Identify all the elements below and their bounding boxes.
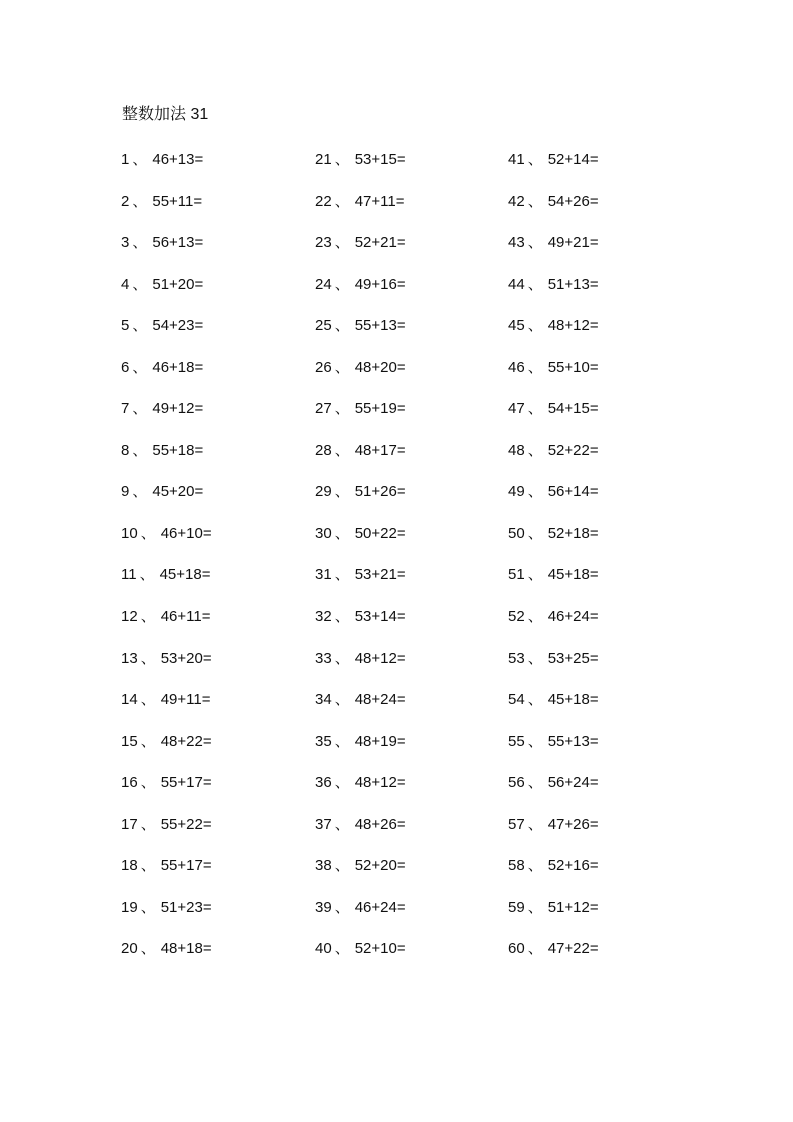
problem-separator: 、 — [132, 275, 148, 293]
problem-number: 49 — [508, 483, 525, 501]
problem-separator: 、 — [140, 608, 156, 626]
problem-number: 18 — [121, 857, 138, 875]
problem-item — [508, 440, 688, 482]
problem-number: 26 — [315, 358, 332, 376]
problem-number: 30 — [315, 524, 332, 542]
problem-number: 5 — [121, 317, 130, 335]
problem-column-3 — [508, 149, 688, 980]
problem-expression: 45+18= — [159, 566, 211, 584]
problem-separator: 、 — [334, 898, 350, 916]
problem-expression: 56+13= — [152, 234, 204, 252]
problem-separator: 、 — [334, 358, 350, 376]
problem-number: 59 — [508, 898, 525, 916]
problem-item — [121, 938, 301, 980]
problem-number: 39 — [315, 898, 332, 916]
problem-item — [315, 897, 495, 939]
problem-separator: 、 — [527, 691, 543, 709]
problem-separator: 、 — [527, 566, 543, 584]
problem-number: 46 — [508, 358, 525, 376]
problem-separator: 、 — [334, 940, 350, 958]
problem-item — [315, 523, 495, 565]
problem-expression: 55+19= — [354, 400, 406, 418]
problem-separator: 、 — [334, 192, 350, 210]
problem-expression: 45+18= — [547, 566, 599, 584]
problem-number: 17 — [121, 815, 138, 833]
problem-expression: 55+17= — [160, 774, 212, 792]
problem-number: 53 — [508, 649, 525, 667]
problem-item — [121, 315, 301, 357]
problem-number: 35 — [315, 732, 332, 750]
problem-item — [508, 191, 688, 233]
problem-separator: 、 — [527, 358, 543, 376]
problem-separator: 、 — [527, 192, 543, 210]
problem-number: 23 — [315, 234, 332, 252]
problem-number: 22 — [315, 192, 332, 210]
problem-number: 13 — [121, 649, 138, 667]
problem-number: 24 — [315, 275, 332, 293]
problem-expression: 46+24= — [547, 608, 599, 626]
problem-item — [121, 564, 301, 606]
problem-item — [315, 315, 495, 357]
problem-expression: 47+26= — [547, 815, 599, 833]
problem-separator: 、 — [132, 358, 148, 376]
problem-item — [121, 274, 301, 316]
problem-expression: 46+10= — [160, 524, 212, 542]
problem-separator: 、 — [334, 815, 350, 833]
problem-item — [508, 814, 688, 856]
problem-number: 44 — [508, 275, 525, 293]
problem-expression: 49+16= — [354, 275, 406, 293]
problem-item — [121, 191, 301, 233]
problem-expression: 48+26= — [354, 815, 406, 833]
problem-expression: 52+20= — [354, 857, 406, 875]
problem-expression: 51+20= — [152, 275, 204, 293]
problem-separator: 、 — [334, 441, 350, 459]
problem-separator: 、 — [527, 151, 543, 168]
worksheet-title: 整数加法 31 — [122, 106, 209, 123]
problem-column-1 — [121, 149, 301, 980]
problem-expression: 55+11= — [152, 192, 203, 210]
problem-separator: 、 — [140, 649, 156, 667]
problem-item — [315, 398, 495, 440]
problem-number: 9 — [121, 483, 130, 501]
problem-item — [315, 648, 495, 690]
problem-separator: 、 — [527, 317, 543, 335]
problem-expression: 52+18= — [547, 524, 599, 542]
problem-expression: 45+20= — [152, 483, 204, 501]
problem-number: 28 — [315, 441, 332, 459]
problem-expression: 55+18= — [152, 441, 204, 459]
problem-number: 34 — [315, 691, 332, 709]
problem-number: 4 — [121, 275, 130, 293]
problem-number: 45 — [508, 317, 525, 335]
problem-expression: 53+20= — [160, 649, 212, 667]
problem-number: 54 — [508, 691, 525, 709]
problem-item — [121, 648, 301, 690]
problem-number: 20 — [121, 940, 138, 958]
problem-item — [508, 606, 688, 648]
problem-separator: 、 — [334, 649, 350, 667]
problem-item — [121, 440, 301, 482]
problem-item — [121, 357, 301, 399]
problem-separator: 、 — [334, 774, 350, 792]
problem-separator: 、 — [527, 400, 543, 418]
problem-number: 56 — [508, 774, 525, 792]
problem-expression: 51+13= — [547, 275, 599, 293]
problem-expression: 53+25= — [547, 649, 599, 667]
problem-separator: 、 — [527, 608, 543, 626]
problem-number: 11 — [121, 566, 137, 584]
problem-separator: 、 — [527, 483, 543, 501]
problem-item — [315, 606, 495, 648]
problem-expression: 56+24= — [547, 774, 599, 792]
problem-item — [508, 855, 688, 897]
problem-separator: 、 — [334, 691, 350, 709]
problem-separator: 、 — [334, 524, 350, 542]
problem-item — [508, 938, 688, 980]
problem-expression: 52+21= — [354, 234, 406, 252]
problem-item — [508, 648, 688, 690]
problem-item — [121, 689, 301, 731]
problem-expression: 46+13= — [152, 151, 204, 168]
problem-number: 58 — [508, 857, 525, 875]
problem-number: 60 — [508, 940, 525, 958]
problem-item — [315, 481, 495, 523]
problem-separator: 、 — [139, 566, 155, 584]
problem-separator: 、 — [334, 732, 350, 750]
problem-item — [508, 772, 688, 814]
problem-item — [508, 149, 688, 191]
problem-expression: 49+11= — [160, 691, 211, 709]
problem-separator: 、 — [527, 774, 543, 792]
problem-separator: 、 — [132, 317, 148, 335]
problem-number: 51 — [508, 566, 525, 584]
problem-expression: 48+20= — [354, 358, 406, 376]
problem-item — [315, 731, 495, 773]
problem-item — [508, 689, 688, 731]
problem-expression: 48+12= — [547, 317, 599, 335]
problem-expression: 46+11= — [160, 608, 211, 626]
problem-expression: 52+10= — [354, 940, 406, 958]
problem-expression: 56+14= — [547, 483, 599, 501]
problem-separator: 、 — [527, 441, 543, 459]
problem-separator: 、 — [140, 857, 156, 875]
problem-separator: 、 — [334, 151, 350, 168]
problem-separator: 、 — [527, 649, 543, 667]
problem-item — [315, 814, 495, 856]
problem-item — [121, 398, 301, 440]
problem-item — [315, 689, 495, 731]
problem-separator: 、 — [140, 940, 156, 958]
problem-separator: 、 — [132, 441, 148, 459]
problem-expression: 46+24= — [354, 898, 406, 916]
problem-number: 47 — [508, 400, 525, 418]
problem-number: 8 — [121, 441, 130, 459]
problem-item — [121, 772, 301, 814]
problem-expression: 55+13= — [354, 317, 406, 335]
problem-expression: 53+21= — [354, 566, 406, 584]
problem-number: 37 — [315, 815, 332, 833]
problem-expression: 55+22= — [160, 815, 212, 833]
problem-item — [121, 606, 301, 648]
problem-expression: 53+15= — [354, 151, 406, 168]
problem-item — [121, 232, 301, 274]
problem-item — [508, 731, 688, 773]
problem-expression: 49+12= — [152, 400, 204, 418]
problem-expression: 53+14= — [354, 608, 406, 626]
problem-separator: 、 — [140, 524, 156, 542]
problem-number: 38 — [315, 857, 332, 875]
problem-item — [315, 855, 495, 897]
problem-item — [508, 315, 688, 357]
problem-separator: 、 — [334, 608, 350, 626]
problem-number: 29 — [315, 483, 332, 501]
problem-separator: 、 — [527, 857, 543, 875]
problem-expression: 48+22= — [160, 732, 212, 750]
problem-item — [315, 564, 495, 606]
problem-item — [508, 274, 688, 316]
problem-number: 43 — [508, 234, 525, 252]
problem-expression: 48+12= — [354, 774, 406, 792]
problem-expression: 51+12= — [547, 898, 599, 916]
problem-number: 48 — [508, 441, 525, 459]
problem-number: 41 — [508, 151, 525, 168]
problem-number: 10 — [121, 524, 138, 542]
problem-separator: 、 — [527, 732, 543, 750]
problem-expression: 55+13= — [547, 732, 599, 750]
problem-number: 7 — [121, 400, 130, 418]
problem-separator: 、 — [334, 857, 350, 875]
problem-item — [508, 398, 688, 440]
problem-number: 55 — [508, 732, 525, 750]
problem-item — [508, 564, 688, 606]
problem-number: 15 — [121, 732, 138, 750]
problem-item — [315, 232, 495, 274]
problem-separator: 、 — [334, 275, 350, 293]
problem-expression: 47+22= — [547, 940, 599, 958]
problem-expression: 52+14= — [547, 151, 599, 168]
problem-separator: 、 — [527, 940, 543, 958]
problem-column-2 — [315, 149, 495, 980]
problem-item — [121, 523, 301, 565]
problem-number: 52 — [508, 608, 525, 626]
problem-expression: 48+12= — [354, 649, 406, 667]
problem-separator: 、 — [132, 483, 148, 501]
problem-expression: 48+24= — [354, 691, 406, 709]
problem-item — [315, 149, 495, 191]
problem-expression: 52+16= — [547, 857, 599, 875]
problem-expression: 48+18= — [160, 940, 212, 958]
problem-number: 3 — [121, 234, 130, 252]
problem-item — [315, 440, 495, 482]
problem-expression: 49+21= — [547, 234, 599, 252]
problem-item — [315, 274, 495, 316]
problem-separator: 、 — [132, 400, 148, 418]
problem-number: 42 — [508, 192, 525, 210]
problem-separator: 、 — [334, 317, 350, 335]
problem-separator: 、 — [527, 815, 543, 833]
problem-expression: 51+26= — [354, 483, 406, 501]
problem-number: 50 — [508, 524, 525, 542]
problem-separator: 、 — [527, 275, 543, 293]
problem-separator: 、 — [132, 151, 148, 168]
problem-expression: 48+19= — [354, 732, 406, 750]
problem-number: 14 — [121, 691, 138, 709]
problem-separator: 、 — [140, 732, 156, 750]
problem-item — [121, 897, 301, 939]
problem-item — [315, 357, 495, 399]
problem-number: 31 — [315, 566, 332, 584]
problem-number: 21 — [315, 151, 332, 168]
problem-number: 36 — [315, 774, 332, 792]
problem-number: 6 — [121, 358, 130, 376]
problem-item — [121, 481, 301, 523]
problem-number: 27 — [315, 400, 332, 418]
problem-expression: 51+23= — [160, 898, 212, 916]
problem-expression: 54+23= — [152, 317, 204, 335]
problem-expression: 48+17= — [354, 441, 406, 459]
problem-number: 16 — [121, 774, 138, 792]
problem-separator: 、 — [334, 483, 350, 501]
problem-item — [508, 232, 688, 274]
problem-item — [315, 772, 495, 814]
problem-separator: 、 — [334, 566, 350, 584]
problem-separator: 、 — [140, 691, 156, 709]
problem-expression: 45+18= — [547, 691, 599, 709]
problem-expression: 46+18= — [152, 358, 204, 376]
problem-number: 2 — [121, 192, 130, 210]
problem-expression: 55+17= — [160, 857, 212, 875]
problem-separator: 、 — [527, 524, 543, 542]
problem-expression: 54+26= — [547, 192, 599, 210]
problem-item — [508, 357, 688, 399]
problem-item — [121, 149, 301, 191]
problem-expression: 55+10= — [547, 358, 599, 376]
problem-number: 19 — [121, 898, 138, 916]
problem-separator: 、 — [140, 774, 156, 792]
problem-separator: 、 — [140, 815, 156, 833]
problem-number: 25 — [315, 317, 332, 335]
problem-expression: 50+22= — [354, 524, 406, 542]
problem-separator: 、 — [334, 234, 350, 252]
problem-item — [121, 814, 301, 856]
problem-number: 1 — [121, 151, 130, 168]
problem-separator: 、 — [527, 898, 543, 916]
problem-number: 57 — [508, 815, 525, 833]
problem-number: 12 — [121, 608, 138, 626]
problem-item — [315, 938, 495, 980]
problem-item — [508, 481, 688, 523]
problem-separator: 、 — [527, 234, 543, 252]
problem-expression: 52+22= — [547, 441, 599, 459]
problem-separator: 、 — [132, 192, 148, 210]
problem-number: 32 — [315, 608, 332, 626]
problem-expression: 47+11= — [354, 192, 405, 210]
problem-item — [508, 523, 688, 565]
problem-item — [315, 191, 495, 233]
problem-item — [121, 855, 301, 897]
problem-item — [121, 731, 301, 773]
problem-number: 33 — [315, 649, 332, 667]
problem-separator: 、 — [140, 898, 156, 916]
problem-item — [508, 897, 688, 939]
problem-separator: 、 — [132, 234, 148, 252]
problem-separator: 、 — [334, 400, 350, 418]
problem-expression: 54+15= — [547, 400, 599, 418]
problem-number: 40 — [315, 940, 332, 958]
